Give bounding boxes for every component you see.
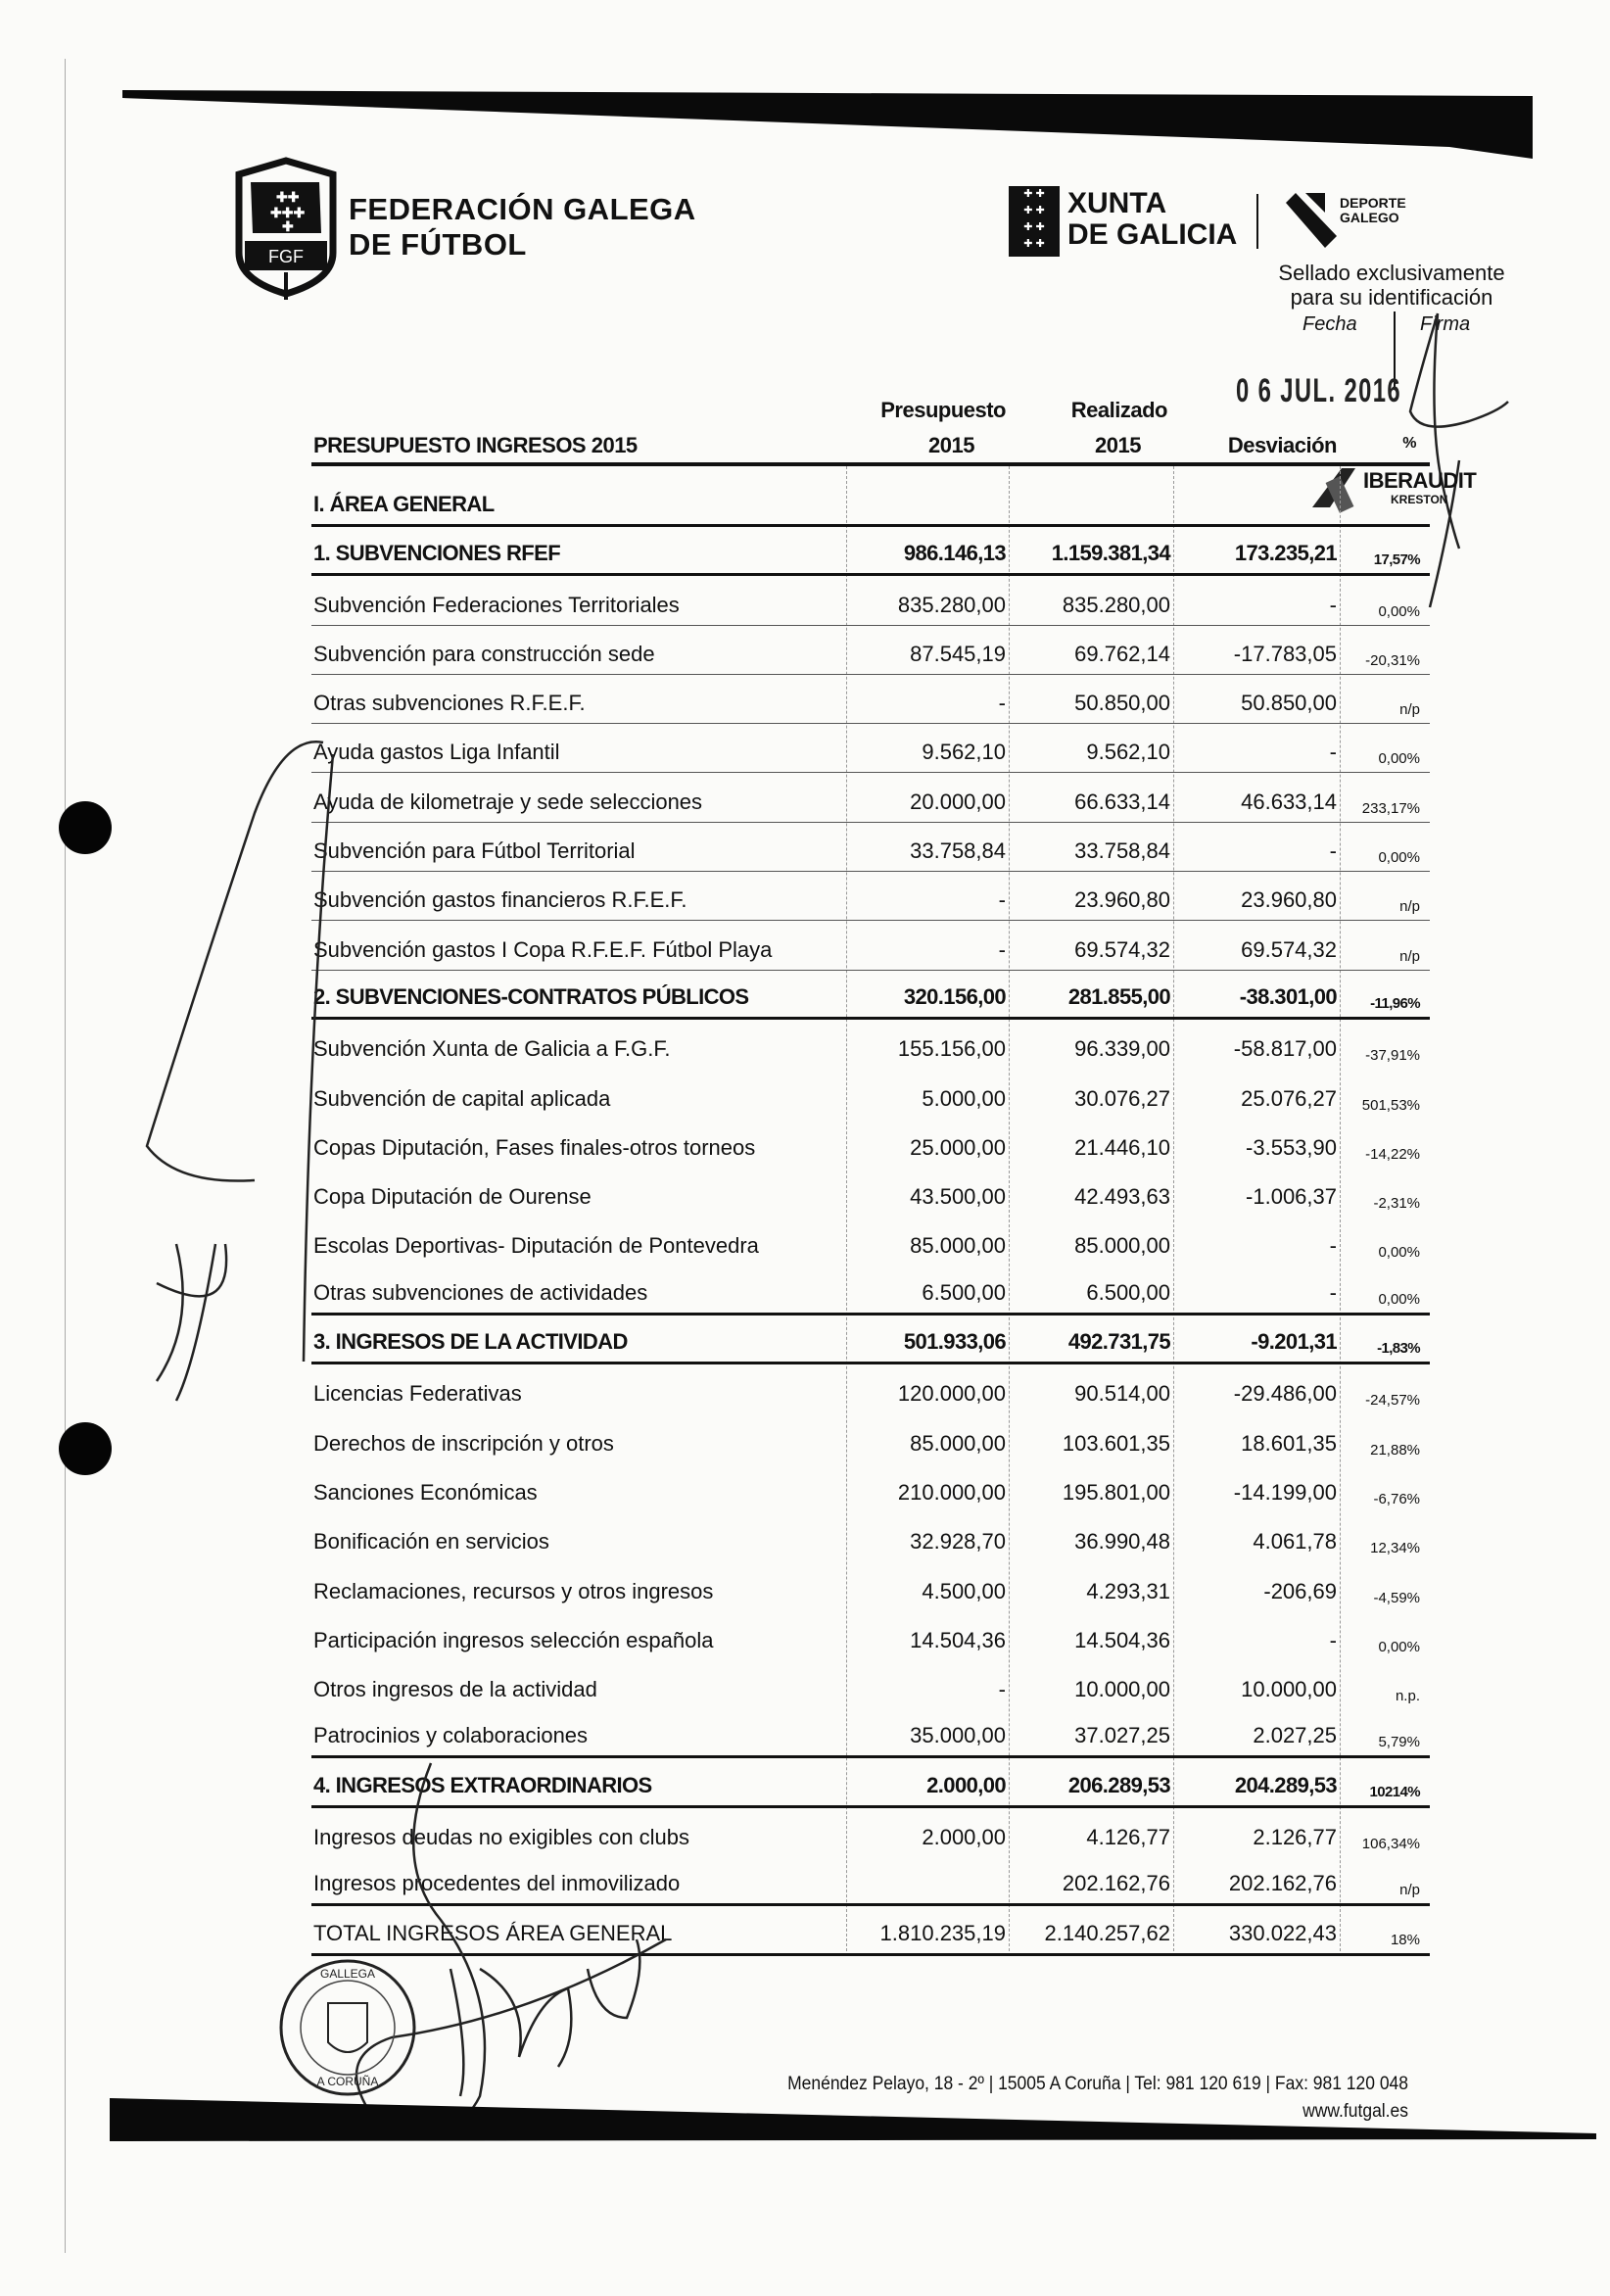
- deporte-line1: DEPORTE: [1340, 195, 1406, 211]
- cell-pres: 43.500,00: [910, 1184, 1006, 1210]
- table-section-row: [311, 1315, 1430, 1364]
- cell-desv: -38.301,00: [1239, 983, 1337, 1009]
- cell-pct: n/p: [1399, 898, 1420, 916]
- cell-real: 103.601,35: [1062, 1430, 1170, 1456]
- cell-label: Subvención gastos I Copa R.F.E.F. Fútbol Playa: [313, 936, 773, 962]
- federation-name-line1: FEDERACIÓN GALEGA: [349, 192, 696, 226]
- cell-pres: 835.280,00: [897, 592, 1006, 617]
- cell-pres: -: [998, 691, 1006, 716]
- col-presupuesto: Presupuesto: [880, 398, 1006, 422]
- cell-real: 14.504,36: [1074, 1627, 1170, 1652]
- cell-pct: 0,00%: [1378, 1244, 1420, 1262]
- table-row: [311, 1020, 1430, 1069]
- cell-desv: 18.601,35: [1241, 1430, 1337, 1456]
- federation-name: [349, 192, 696, 263]
- cell-desv: -: [1329, 1627, 1337, 1652]
- cell-pres: 35.000,00: [910, 1723, 1006, 1748]
- cell-real: 195.801,00: [1062, 1479, 1170, 1505]
- cell-real: 206.289,53: [1067, 1772, 1170, 1797]
- cell-pres: 5.000,00: [922, 1085, 1006, 1111]
- cell-pres: 501.933,06: [903, 1329, 1006, 1355]
- cell-desv: -17.783,05: [1233, 641, 1337, 666]
- cell-label: 1. SUBVENCIONES RFEF: [313, 541, 561, 566]
- cell-pres: 87.545,19: [910, 641, 1006, 666]
- cell-desv: -206,69: [1263, 1578, 1337, 1603]
- cell-pct: n/p: [1399, 701, 1420, 719]
- table-row: [311, 1660, 1430, 1709]
- cell-pres: 85.000,00: [910, 1233, 1006, 1259]
- cell-real: 96.339,00: [1074, 1036, 1170, 1062]
- cell-pres: 32.928,70: [910, 1529, 1006, 1555]
- cell-desv: -29.486,00: [1233, 1381, 1337, 1407]
- scan-edge-line: [65, 59, 66, 2253]
- col-realizado-year: 2015: [1095, 433, 1141, 457]
- cell-desv: -: [1329, 838, 1337, 864]
- cell-label: Sanciones Económicas: [313, 1479, 538, 1505]
- cell-label: Participación ingresos selección española: [313, 1627, 714, 1652]
- cell-pct: -14,22%: [1365, 1145, 1420, 1163]
- cell-pres: 4.500,00: [922, 1578, 1006, 1603]
- table-title: PRESUPUESTO INGRESOS 2015: [313, 433, 638, 457]
- table-row: [311, 1364, 1430, 1413]
- xunta-name: [1067, 188, 1237, 251]
- cell-label: Derechos de inscripción y otros: [313, 1430, 614, 1456]
- cell-pres: 20.000,00: [910, 789, 1006, 814]
- cell-pres: 155.156,00: [897, 1036, 1006, 1062]
- svg-text:A CORUÑA: A CORUÑA: [316, 2075, 379, 2088]
- xunta-emblem-icon: ✚ ✚ ✚ ✚ ✚ ✚ ✚ ✚: [1009, 186, 1060, 257]
- cell-pct: 0,00%: [1378, 849, 1420, 867]
- cell-desv: -: [1329, 1233, 1337, 1259]
- cell-pct: -20,31%: [1365, 651, 1420, 669]
- cell-pct: 18%: [1390, 1931, 1420, 1948]
- fecha-label: Fecha: [1302, 313, 1357, 335]
- cell-pct: -37,91%: [1365, 1047, 1420, 1065]
- cell-real: 281.855,00: [1067, 983, 1170, 1009]
- cell-real: 1.159.381,34: [1051, 541, 1170, 566]
- bottom-banner-bar: [0, 2077, 1610, 2155]
- cell-real: 492.731,75: [1067, 1329, 1170, 1355]
- deporte-galego-text: [1340, 196, 1406, 225]
- cell-desv: 23.960,80: [1241, 887, 1337, 913]
- cell-label: I. ÁREA GENERAL: [313, 492, 495, 516]
- cell-label: Subvención gastos financieros R.F.E.F.: [313, 887, 687, 913]
- cell-pres: 210.000,00: [897, 1479, 1006, 1505]
- cell-pct: 0,00%: [1378, 602, 1420, 620]
- table-row: [311, 724, 1430, 773]
- cell-real: 69.574,32: [1074, 936, 1170, 962]
- cell-real: 9.562,10: [1086, 740, 1170, 765]
- cell-desv: 50.850,00: [1241, 691, 1337, 716]
- cell-pres: -: [998, 887, 1006, 913]
- cell-label: Ingresos procedentes del inmovilizado: [313, 1871, 681, 1896]
- table-section-row: [311, 527, 1430, 576]
- cell-pres: -: [998, 936, 1006, 962]
- federation-name-line2: DE FÚTBOL: [349, 227, 527, 262]
- cell-pres: 320.156,00: [903, 983, 1006, 1009]
- cell-desv: 330.022,43: [1228, 1920, 1337, 1945]
- sellado-line1: Sellado exclusivamente: [1278, 261, 1505, 285]
- cell-pct: -24,57%: [1365, 1392, 1420, 1410]
- cell-label: 4. INGRESOS EXTRAORDINARIOS: [313, 1772, 652, 1797]
- col-realizado: Realizado: [1070, 398, 1167, 422]
- svg-text:GALLEGA: GALLEGA: [319, 1967, 376, 1981]
- table-row: [311, 1561, 1430, 1610]
- cell-real: 4.126,77: [1086, 1825, 1170, 1850]
- table-row: [311, 823, 1430, 872]
- table-row: [311, 1611, 1430, 1660]
- cell-pct: 17,57%: [1373, 551, 1420, 569]
- cell-pct: 12,34%: [1370, 1540, 1420, 1557]
- cell-pct: -1,83%: [1377, 1340, 1420, 1358]
- xunta-line2: DE GALICIA: [1067, 218, 1238, 251]
- cell-label: Subvención para construcción sede: [313, 641, 655, 666]
- handwritten-bracket-mark: [137, 735, 353, 1420]
- cell-real: 6.500,00: [1086, 1279, 1170, 1305]
- cell-pct: 21,88%: [1370, 1441, 1420, 1459]
- cell-label: Subvención Xunta de Galicia a F.G.F.: [313, 1036, 671, 1062]
- footer-address: Menéndez Pelayo, 18 - 2º | 15005 A Coruña | Tel: 981 120 619 | Fax: 981 120 048: [787, 2074, 1408, 2094]
- cell-desv: 4.061,78: [1253, 1529, 1337, 1555]
- cell-label: Ayuda gastos Liga Infantil: [313, 740, 560, 765]
- cell-real: 69.762,14: [1074, 641, 1170, 666]
- income-budget-table: [311, 392, 1430, 1956]
- cell-real: 33.758,84: [1074, 838, 1170, 864]
- cell-real: 42.493,63: [1074, 1184, 1170, 1210]
- table-row: [311, 1266, 1430, 1315]
- col-desviacion: Desviación: [1227, 433, 1337, 457]
- cell-desv: 204.289,53: [1234, 1772, 1337, 1797]
- cell-desv: 25.076,27: [1241, 1085, 1337, 1111]
- cell-label: Ayuda de kilometraje y sede selecciones: [313, 789, 703, 814]
- table-row: [311, 1512, 1430, 1561]
- cell-pres: 6.500,00: [922, 1279, 1006, 1305]
- cell-pres: 986.146,13: [903, 541, 1006, 566]
- cell-pres: 85.000,00: [910, 1430, 1006, 1456]
- cell-label: TOTAL INGRESOS ÁREA GENERAL: [313, 1920, 673, 1945]
- cell-pct: -4,59%: [1373, 1589, 1420, 1606]
- cell-label: Escolas Deportivas- Diputación de Pontevedra: [313, 1233, 759, 1259]
- cell-desv: -: [1329, 592, 1337, 617]
- cell-label: Licencias Federativas: [313, 1381, 522, 1407]
- cell-pct: 0,00%: [1378, 1638, 1420, 1655]
- fgf-logo-text: FGF: [268, 247, 304, 266]
- cell-label: Ingresos deudas no exigibles con clubs: [313, 1825, 690, 1850]
- cell-pres: 1.810.235,19: [879, 1920, 1006, 1945]
- cell-real: 37.027,25: [1074, 1723, 1170, 1748]
- cell-label: Reclamaciones, recursos y otros ingresos: [313, 1578, 714, 1603]
- deporte-line2: GALEGO: [1340, 210, 1399, 225]
- cell-pres: 33.758,84: [910, 838, 1006, 864]
- cell-real: 4.293,31: [1086, 1578, 1170, 1603]
- cell-pres: 120.000,00: [897, 1381, 1006, 1407]
- cell-pct: 106,34%: [1361, 1836, 1420, 1853]
- cell-label: Subvención Federaciones Territoriales: [313, 592, 680, 617]
- col-presupuesto-year: 2015: [928, 433, 974, 457]
- kreston-stamp: KRESTON: [1391, 493, 1448, 506]
- logo-divider: [1256, 194, 1258, 249]
- cell-desv: 2.027,25: [1253, 1723, 1337, 1748]
- svg-text:✚: ✚: [282, 218, 294, 234]
- cell-desv: 173.235,21: [1234, 541, 1337, 566]
- cell-label: Subvención para Fútbol Territorial: [313, 838, 636, 864]
- cell-desv: 202.162,76: [1228, 1871, 1337, 1896]
- cell-label: Patrocinios y colaboraciones: [313, 1723, 589, 1748]
- cell-real: 835.280,00: [1062, 592, 1170, 617]
- cell-pres: 25.000,00: [910, 1134, 1006, 1160]
- cell-pres: 2.000,00: [926, 1772, 1006, 1797]
- table-row: [311, 921, 1430, 970]
- deporte-galego-logo-icon: [1286, 193, 1337, 250]
- cell-pct: 10214%: [1369, 1783, 1420, 1800]
- table-body: [311, 466, 1430, 1956]
- cell-pct: -2,31%: [1373, 1195, 1420, 1213]
- cell-desv: -14.199,00: [1233, 1479, 1337, 1505]
- cell-pct: 5,79%: [1378, 1734, 1420, 1751]
- cell-label: Copas Diputación, Fases finales-otros torneos: [313, 1134, 756, 1160]
- cell-label: Otras subvenciones de actividades: [313, 1279, 648, 1305]
- cell-pct: 501,53%: [1361, 1096, 1420, 1114]
- table-row: [311, 1168, 1430, 1217]
- cell-real: 2.140.257,62: [1044, 1920, 1170, 1945]
- cell-label: Bonificación en servicios: [313, 1529, 549, 1555]
- fgf-shield-logo: [231, 155, 341, 300]
- table-area-row: [311, 466, 1430, 527]
- cell-real: 50.850,00: [1074, 691, 1170, 716]
- table-section-row: [311, 971, 1430, 1020]
- cell-real: 66.633,14: [1074, 789, 1170, 814]
- cell-desv: -9.201,31: [1251, 1329, 1337, 1355]
- cell-pres: -: [998, 1677, 1006, 1702]
- cell-pct: -6,76%: [1373, 1490, 1420, 1507]
- cell-desv: 2.126,77: [1253, 1825, 1337, 1850]
- cell-desv: -: [1329, 1279, 1337, 1305]
- hole-punch: [59, 1422, 112, 1475]
- table-row: [311, 576, 1430, 625]
- cell-label: 3. INGRESOS DE LA ACTIVIDAD: [313, 1329, 628, 1355]
- col-pct: %: [1402, 435, 1416, 452]
- cell-desv: 46.633,14: [1241, 789, 1337, 814]
- cell-desv: -: [1329, 740, 1337, 765]
- cell-pct: 0,00%: [1378, 750, 1420, 768]
- top-banner-bar: [0, 0, 1610, 167]
- table-row: [311, 1119, 1430, 1168]
- table-row: [311, 675, 1430, 724]
- sellado-line2: para su identificación: [1290, 285, 1493, 310]
- footer-website[interactable]: www.futgal.es: [1302, 2101, 1408, 2122]
- cell-pres: 9.562,10: [922, 740, 1006, 765]
- cell-pres: 14.504,36: [910, 1627, 1006, 1652]
- cell-desv: -1.006,37: [1246, 1184, 1337, 1210]
- date-stamp: 0 6 JUL. 2016: [1236, 372, 1402, 409]
- hole-punch: [59, 801, 112, 854]
- cell-real: 23.960,80: [1074, 887, 1170, 913]
- cell-pres: 2.000,00: [922, 1825, 1006, 1850]
- cell-label: Subvención de capital aplicada: [313, 1085, 611, 1111]
- seal-stamp: [274, 1954, 421, 2101]
- cell-real: 30.076,27: [1074, 1085, 1170, 1111]
- cell-real: 85.000,00: [1074, 1233, 1170, 1259]
- table-row: [311, 773, 1430, 822]
- table-row: [311, 1069, 1430, 1118]
- xunta-line1: XUNTA: [1067, 187, 1167, 219]
- cell-desv: 69.574,32: [1241, 936, 1337, 962]
- cell-label: Otros ingresos de la actividad: [313, 1677, 597, 1702]
- cell-label: 2. SUBVENCIONES-CONTRATOS PÚBLICOS: [313, 983, 749, 1009]
- table-row: [311, 872, 1430, 921]
- cell-label: Otras subvenciones R.F.E.F.: [313, 691, 586, 716]
- cell-label: Copa Diputación de Ourense: [313, 1184, 592, 1210]
- table-row: [311, 1413, 1430, 1462]
- cell-real: 202.162,76: [1062, 1871, 1170, 1896]
- iberaudit-stamp: IBERAUDIT: [1363, 468, 1477, 493]
- cell-real: 21.446,10: [1074, 1134, 1170, 1160]
- cell-pct: 0,00%: [1378, 1290, 1420, 1308]
- cell-real: 90.514,00: [1074, 1381, 1170, 1407]
- cell-pct: n/p: [1399, 947, 1420, 965]
- cell-pct: n.p.: [1395, 1688, 1420, 1705]
- table-row: [311, 626, 1430, 675]
- firma-label: Firma: [1420, 313, 1471, 335]
- table-row: [311, 1463, 1430, 1512]
- cell-pct: -11,96%: [1370, 994, 1420, 1012]
- cell-pct: n/p: [1399, 1882, 1420, 1899]
- svg-text:✚✚✚: ✚✚✚: [270, 205, 306, 220]
- cell-real: 10.000,00: [1074, 1677, 1170, 1702]
- cell-pct: 233,17%: [1361, 799, 1420, 817]
- cell-desv: -3.553,90: [1246, 1134, 1337, 1160]
- cell-desv: 10.000,00: [1241, 1677, 1337, 1702]
- cell-real: 36.990,48: [1074, 1529, 1170, 1555]
- table-header: [311, 392, 1430, 466]
- svg-text:✚✚: ✚✚: [276, 189, 300, 205]
- cell-desv: -58.817,00: [1233, 1036, 1337, 1062]
- table-row: [311, 1217, 1430, 1266]
